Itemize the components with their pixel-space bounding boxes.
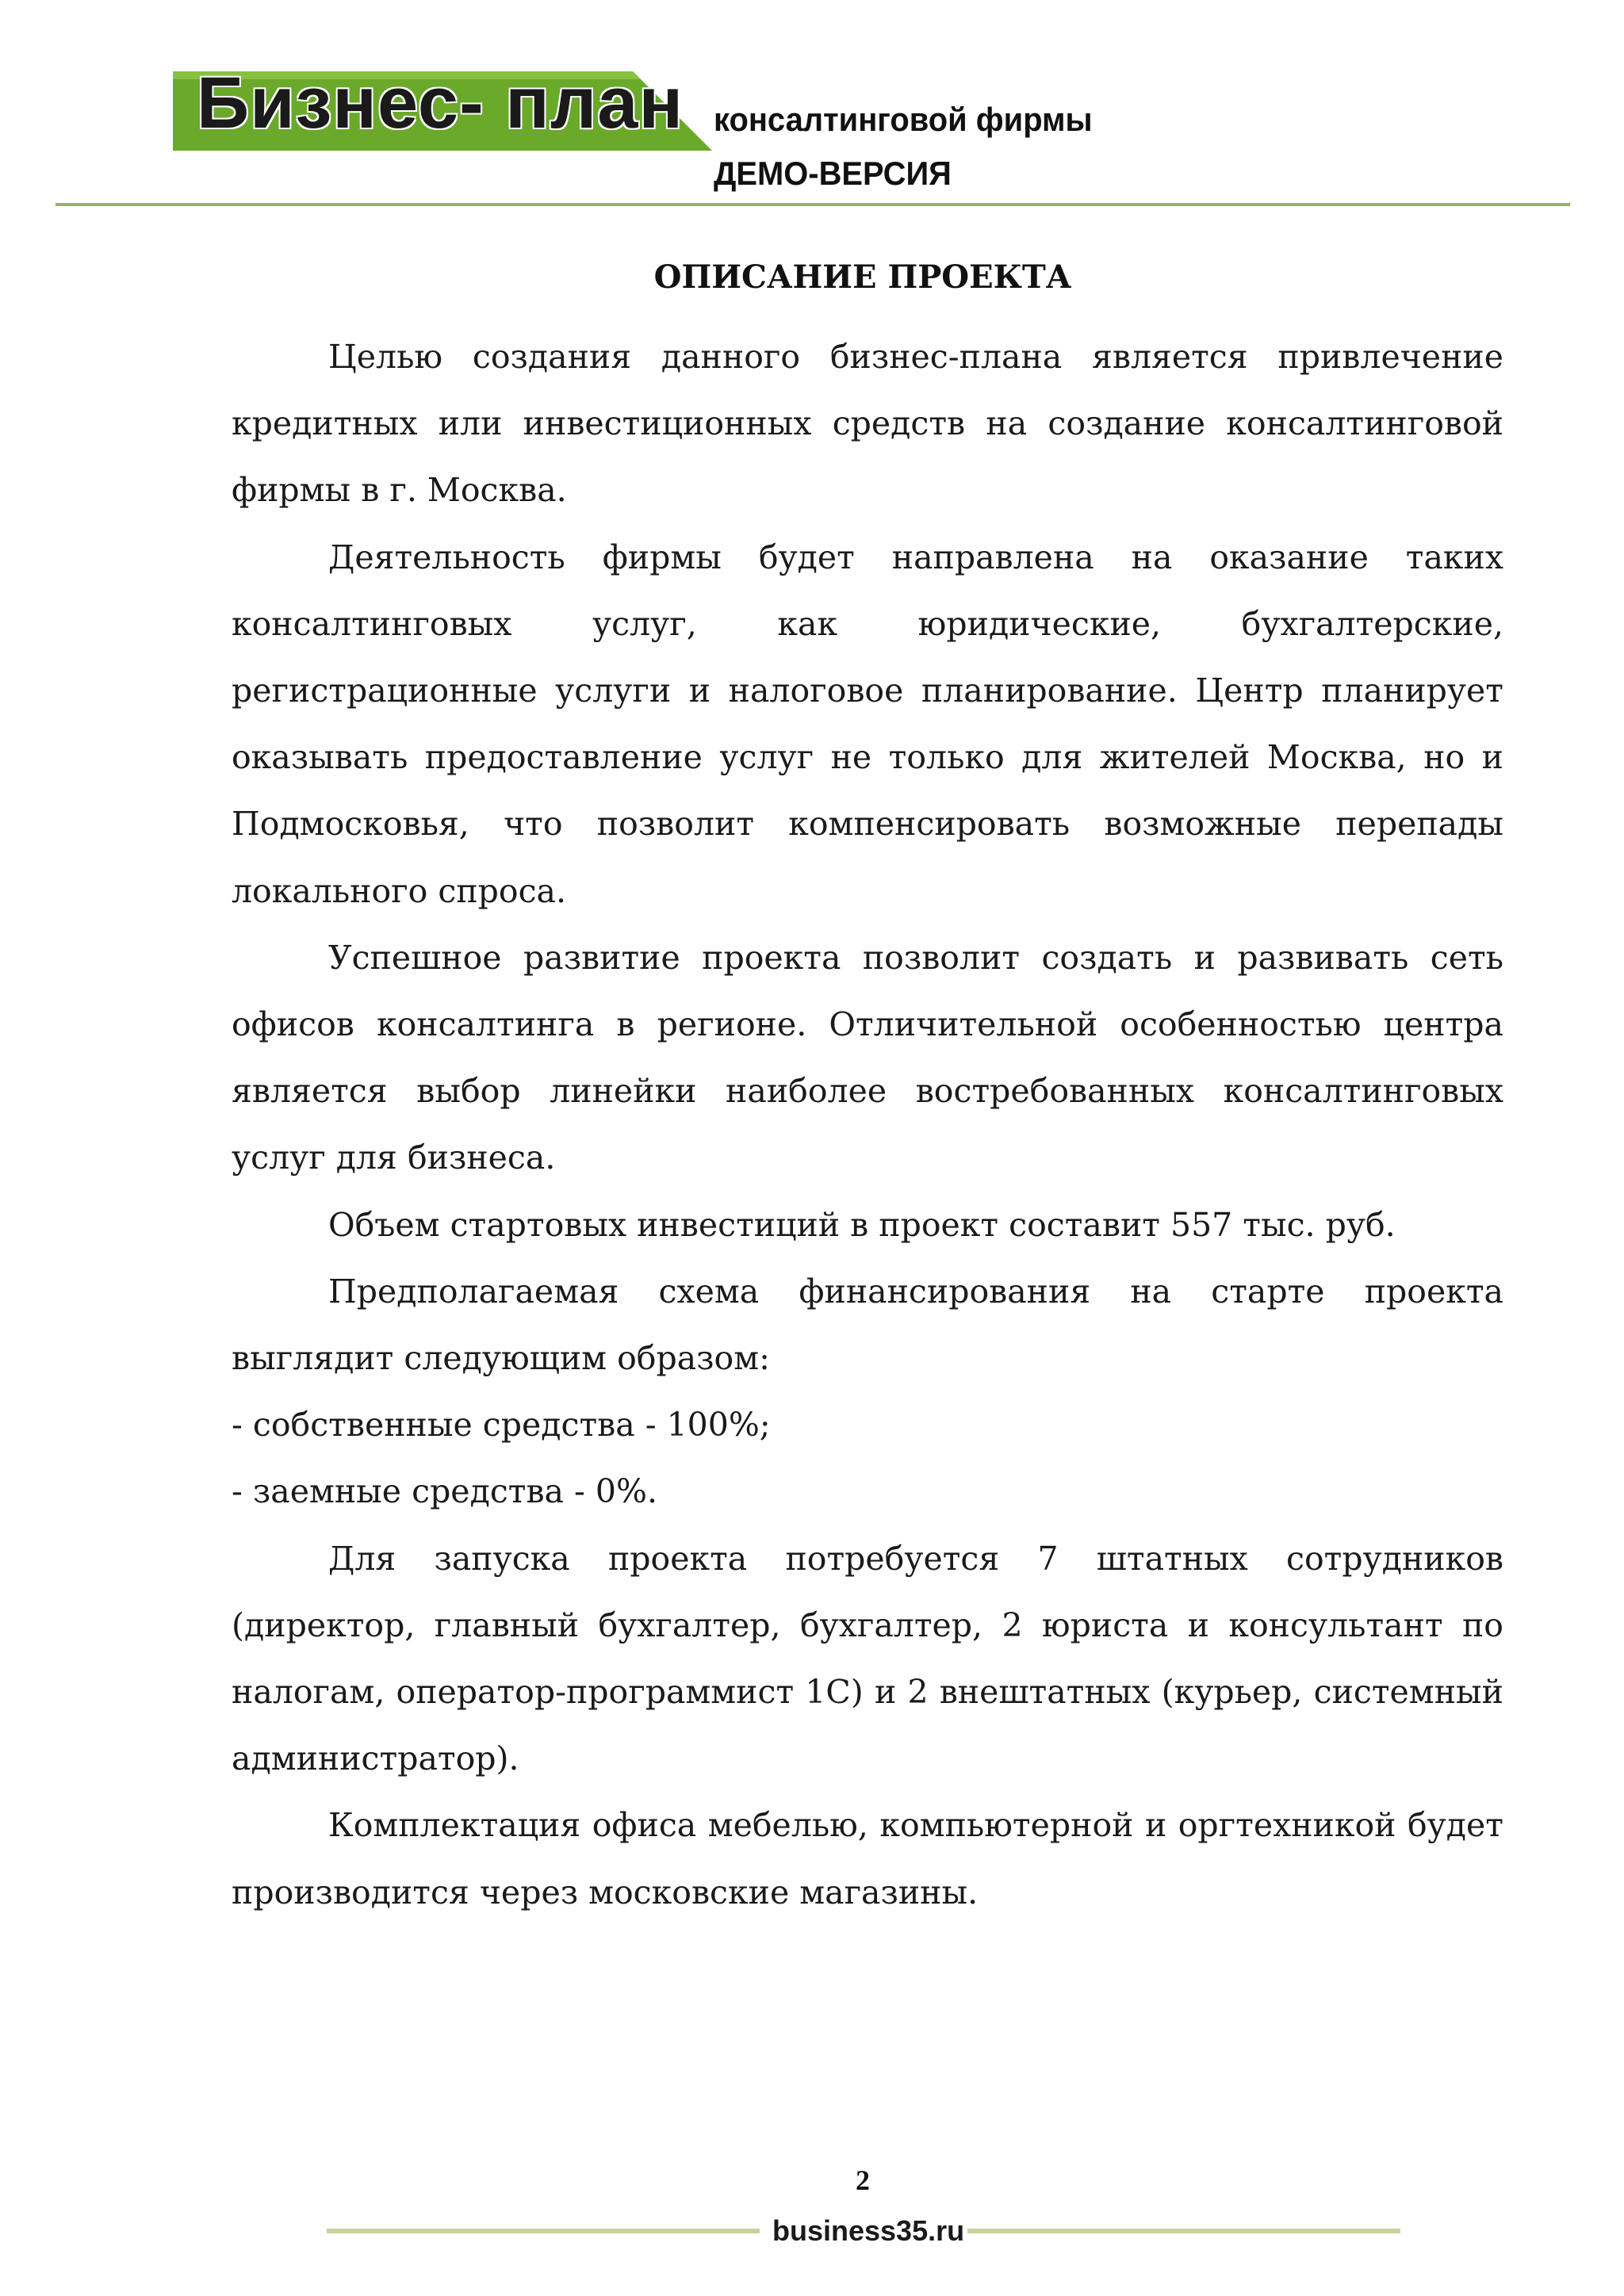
demo-version-label: ДЕМО-ВЕРСИЯ [714,155,952,192]
section-title: ОПИСАНИЕ ПРОЕКТА [653,258,1072,296]
header-divider [56,203,1570,206]
project-description [232,323,1503,1926]
list-item-own-funds: - собственные средства - 100%; [232,1406,771,1445]
header-subtitle: консалтинговой фирмы [714,101,1093,138]
paragraph-staff: Для запуска проекта потребуется 7 штатных сотрудников (директор, главный бухгалтер, бухгалтер, 2 юриста и консультант по налогам, оператор-программист 1С) и 2 внештатных (курьер, системный администратор). [232,1539,1503,1778]
paragraph-goal: Целью создания данного бизнес-плана является привлечение кредитных или инвестиционных средств на создание консалтинговой фирмы в г. Москва. [232,338,1503,510]
paragraph-financing: Предполагаемая схема финансирования на старте проекта выглядит следующим образом: [232,1272,1503,1378]
page-number: 2 [856,2164,870,2196]
paragraph-development: Успешное развитие проекта позволит создать и развивать сеть офисов консалтинга в регионе. Отличительной особенностью центра является выбор линейки наиболее востребованных консалтинговых услуг для бизнеса. [232,938,1503,1177]
footer-site-link: business35.ru [772,2214,965,2247]
paragraph-investment: Объем стартовых инвестиций в проект составит 557 тыс. руб. [328,1205,1396,1244]
paragraph-equipment: Комплектация офиса мебелью, компьютерной и оргтехникой будет производится через московские магазины. [232,1806,1503,1911]
list-item-borrowed-funds: - заемные средства - 0%. [232,1472,657,1511]
paragraph-activity: Деятельность фирмы будет направлена на оказание таких консалтинговых услуг, как юридические, бухгалтерские, регистрационные услуги и налоговое планирование. Центр планирует оказывать предоставление услуг не только для жителей Москва, но и Подмосковья, что позволит компенсировать возможные перепады локального спроса. [232,538,1503,910]
page-header [0,0,1624,214]
footer-divider-left [327,2229,760,2233]
banner-title: Бизнес- план [197,63,684,144]
footer-divider-right [967,2229,1400,2233]
